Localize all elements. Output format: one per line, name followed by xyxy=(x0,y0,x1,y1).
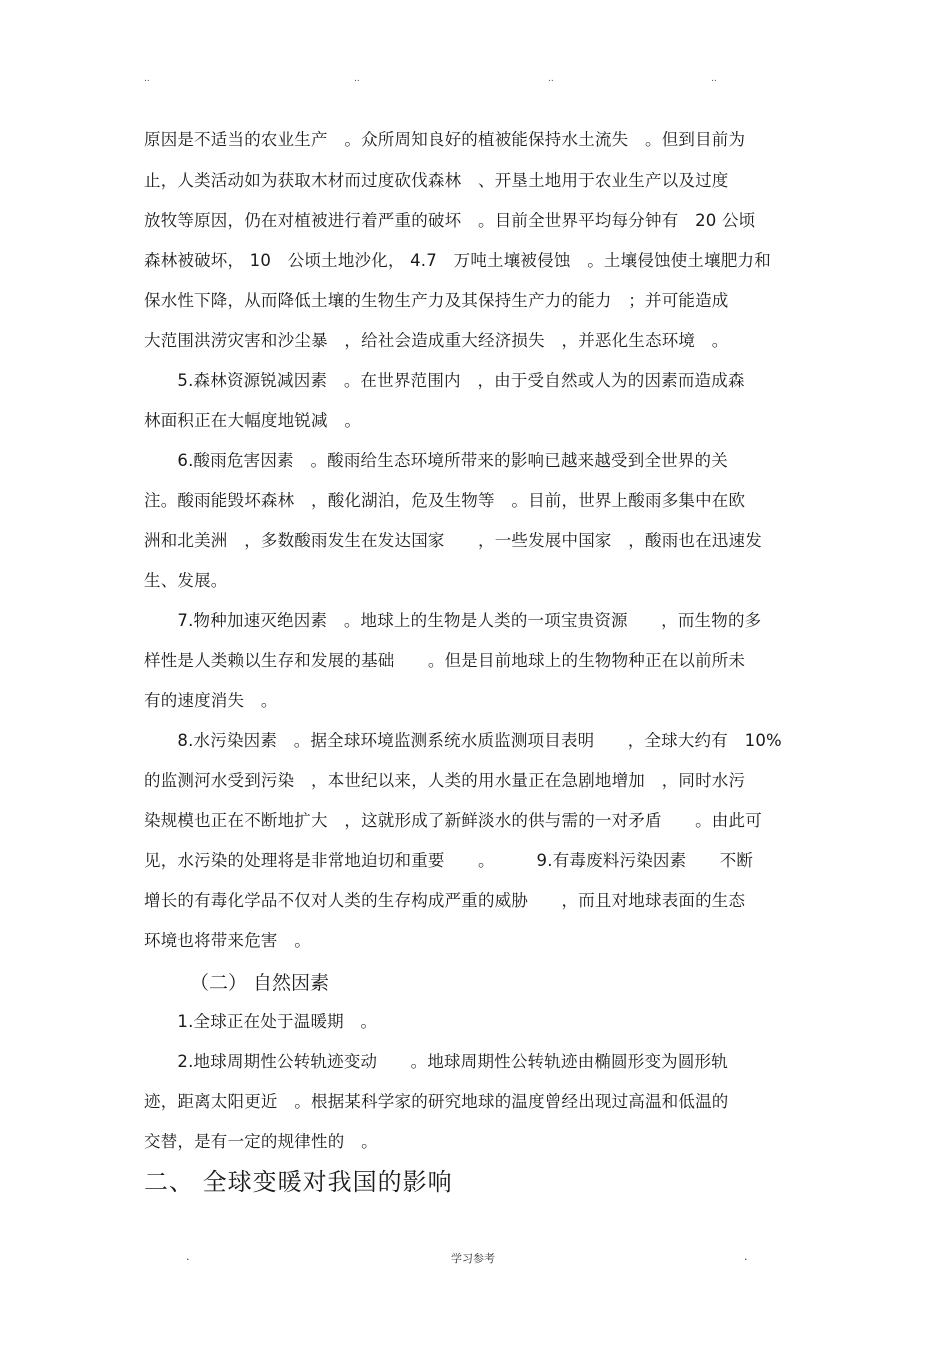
text-line: 迹，距离太阳更近 。根据某科学家的研究地球的温度曾经出现过高温和低温的 xyxy=(144,1092,729,1111)
text-line: 洲和北美洲 ，多数酸雨发生在发达国家 ，一些发展中国家 ，酸雨也在迅速发 xyxy=(144,531,762,550)
footer-label: 学习参考 xyxy=(451,1252,495,1265)
text-line: 染规模也正在不断地扩大 ，这就形成了新鲜淡水的供与需的一对矛盾 。由此可 xyxy=(144,811,762,830)
header-mark: .. xyxy=(144,74,150,84)
header-mark: .. xyxy=(548,74,554,84)
text-line: 保水性下降，从而降低土壤的生物生产力及其保持生产力的能力 ；并可能造成 xyxy=(144,291,729,310)
section-subheading: （二） 自然因素 xyxy=(190,972,330,994)
text-line: 增长的有毒化学品不仅对人类的生存构成严重的威胁 ，而且对地球表面的生态 xyxy=(144,891,746,910)
text-line: 6.酸雨危害因素 。酸雨给生态环境所带来的影响已越来越受到全世界的关 xyxy=(144,451,728,470)
text-line: 注。酸雨能毁坏森林 ，酸化湖泊，危及生物等 。目前，世界上酸雨多集中在欧 xyxy=(144,491,746,510)
text-line: 生、发展。 xyxy=(144,571,228,590)
text-line: 7.物种加速灭绝因素 。地球上的生物是人类的一项宝贵资源 ，而生物的多 xyxy=(144,611,762,630)
text-line: 原因是不适当的农业生产 。众所周知良好的植被能保持水土流失 。但到目前为 xyxy=(144,130,746,149)
text-line: 2.地球周期性公转轨迹变动 。地球周期性公转轨迹由椭圆形变为圆形轨 xyxy=(144,1052,728,1071)
text-line: 5.森林资源锐减因素 。在世界范围内 ，由于受自然或人为的因素而造成森 xyxy=(144,371,745,390)
text-line: 森林被破坏， 10 公顷土地沙化， 4.7 万吨土壤被侵蚀 。土壤侵蚀使土壤肥力和 xyxy=(144,251,771,270)
text-line: 见，水污染的处理将是非常地迫切和重要 。 9.有毒废料污染因素 不断 xyxy=(144,851,754,870)
header-mark: .. xyxy=(354,74,360,84)
section-heading: 二、 全球变暖对我国的影响 xyxy=(144,1168,453,1196)
footer-mark-left: . xyxy=(186,1250,190,1263)
text-line: 样性是人类赖以生存和发展的基础 。但是目前地球上的生物物种正在以前所未 xyxy=(144,651,746,670)
text-line: 大范围洪涝灾害和沙尘暴 ，给社会造成重大经济损失 ，并恶化生态环境 。 xyxy=(144,331,729,350)
text-line: 的监测河水受到污染 ，本世纪以来，人类的用水量正在急剧地增加 ，同时水污 xyxy=(144,771,746,790)
text-line: 1.全球正在处于温暖期 。 xyxy=(144,1012,378,1031)
footer-mark-right: . xyxy=(744,1250,748,1263)
text-line: 环境也将带来危害 。 xyxy=(144,931,311,950)
text-line: 林面积正在大幅度地锐减 。 xyxy=(144,411,362,430)
text-line: 8.水污染因素 。据全球环境监测系统水质监测项目表明 ，全球大约有 10% xyxy=(144,731,782,750)
text-line: 止，人类活动如为获取木材而过度砍伐森林 、开垦土地用于农业生产以及过度 xyxy=(144,171,729,190)
header-mark: .. xyxy=(711,74,717,84)
text-line: 放牧等原因，仍在对植被进行着严重的破坏 。目前全世界平均每分钟有 20 公顷 xyxy=(144,211,756,230)
text-line: 交替，是有一定的规律性的 。 xyxy=(144,1132,378,1151)
text-line: 有的速度消失 。 xyxy=(144,691,278,710)
